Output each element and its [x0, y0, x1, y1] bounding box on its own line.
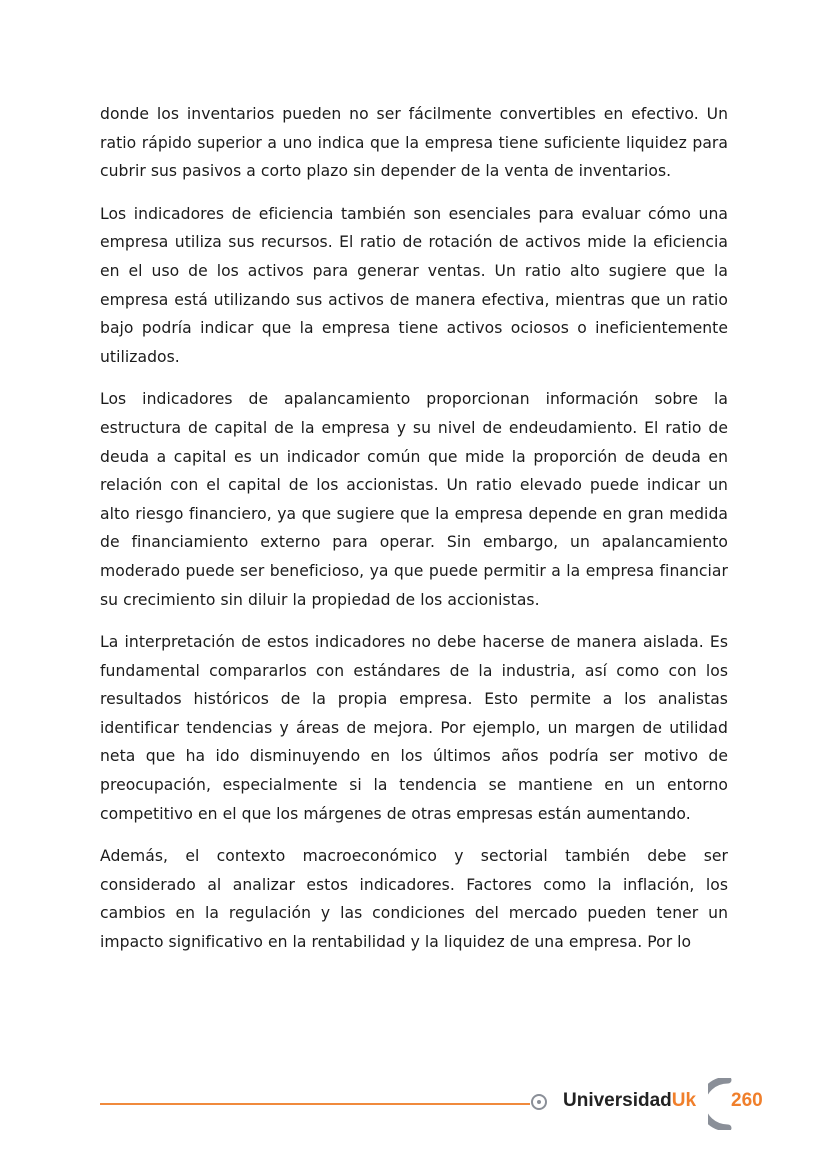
paragraph-2: Los indicadores de eficiencia también son esenciales para evaluar cómo una empresa utiliza sus recursos. El ratio de rotación de activos mide la eficiencia en el uso de los activos para generar ventas. Un ratio alto sugiere que la empresa está utilizando sus activos de manera efectiva, mientras que un ratio bajo podría indicar que la empresa tiene activos ociosos o ineficientemente utilizados. [100, 204, 728, 366]
paragraph-1: donde los inventarios pueden no ser fácilmente convertibles en efectivo. Un ratio rápido superior a uno indica que la empresa tiene suficiente liquidez para cubrir sus pasivos a corto plazo sin depender de la venta de inventarios. [100, 105, 728, 181]
brand-accent: Uk [671, 1090, 697, 1111]
brand-name: Universidad [563, 1090, 672, 1111]
page-number: 260 [731, 1090, 763, 1111]
brand-logo [563, 1090, 696, 1112]
page-footer [0, 1070, 828, 1140]
paragraph-4: La interpretación de estos indicadores no debe hacerse de manera aislada. Es fundamental compararlos con estándares de la industria, así como con los resultados históricos de la propia empresa. Esto permite a los analistas identificar tendencias y áreas de mejora. Por ejemplo, un margen de utilidad neta que ha ido disminuyendo en los últimos años podría ser motivo de preocupación, especialmente si la tendencia se mantiene en un entorno competitivo en el que los márgenes de otras empresas están aumentando. [100, 633, 728, 823]
footer-divider-line [100, 1103, 530, 1105]
paragraph-5: Además, el contexto macroeconómico y sectorial también debe ser considerado al analizar estos indicadores. Factores como la inflación, los cambios en la regulación y las condiciones del mercado pueden tener un impacto significativo en la rentabilidad y la liquidez de una empresa. Por lo [100, 847, 728, 952]
page-body [100, 100, 728, 971]
target-circle-icon [531, 1094, 547, 1110]
paragraph-3: Los indicadores de apalancamiento proporcionan información sobre la estructura de capital de la empresa y su nivel de endeudamiento. El ratio de deuda a capital es un indicador común que mide la proporción de deuda en relación con el capital de los accionistas. Un ratio elevado puede indicar un alto riesgo financiero, ya que sugiere que la empresa depende en gran medida de financiamiento externo para operar. Sin embargo, un apalancamiento moderado puede ser beneficioso, ya que puede permitir a la empresa financiar su crecimiento sin diluir la propiedad de los accionistas. [100, 390, 728, 609]
